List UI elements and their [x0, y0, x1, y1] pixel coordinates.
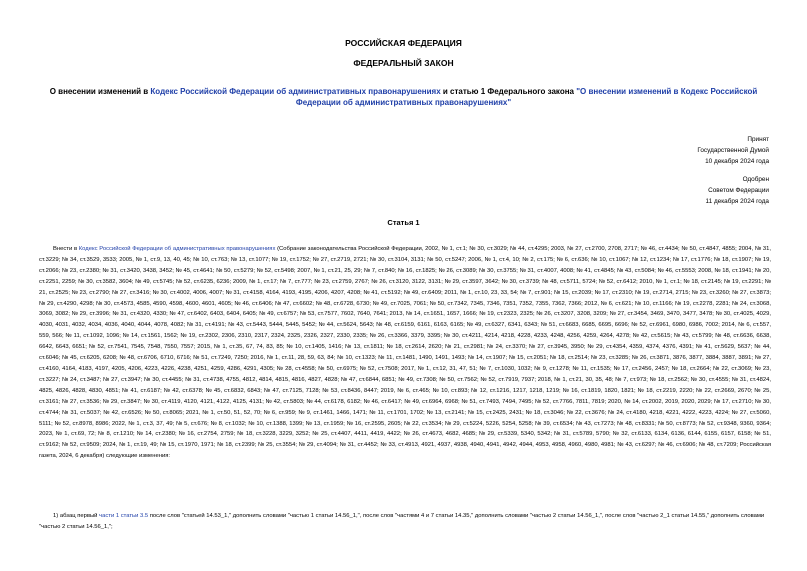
article-heading: Статья 1: [387, 218, 420, 227]
article-sources: (Собрание законодательства Российской Федерации, 2002, № 1, ст.1; № 30, ст.3029; № 44, ст.4295; 2003, № 27, ст.2700, 2708, 2717; № 46, ст.4434; № 50, ст.4847, 4855; 2004, № 31, ст.3229; № 34, ст.3529, 3533; 2005, № 1, ст.9, 13, 40, 45; № 10, ст.763; № 13, ст.1077; № 19, ст.1752; № 27, ст.2719, 2721; № 30, ст.3104, 3131; № 50, ст.5247; 2006, № 1, ст.4, 10; № 2, ст.175; № 6, ст.636; № 10, ст.1067; № 12, ст.1234; № 17, ст.1776; № 18, ст.1907; № 19, ст.2066; № 23, ст.2380; № 31, ст.3420, 3438, 3452; № 45, ст.4641; № 50, ст.5279; № 52, ст.5498; 2007, № 1, ст.21, 25, 29; № 7, ст.840; № 16, ст.1825; № 26, ст.3089; № 30, ст.3755; № 31, ст.4007, 4008; № 41, ст.4845; № 43, ст.5084; № 46, ст.5553; 2008, № 18, ст.1941; № 20, ст.2251, 2259; № 30, ст.3582, 3604; № 49, ст.5745; № 52, ст.6235, 6236; 2009, № 1, ст.17; № 7, ст.777; № 23, ст.2759, 2767; № 26, ст.3120, 3122, 3131; № 29, ст.3597, 3642; № 30, ст.3739; № 48, ст.5711, 5724; № 52, ст.6412; 2010, № 1, ст.1; № 18, ст.2145; № 19, ст.2291; № 21, ст.2525; № 23, ст.2790; № 27, ст.3416; № 30, ст.4002, 4006, 4007; № 31, ст.4158, 4164, 4193, 4195, 4206, 4207, 4208; № 41, ст.5192; № 49, ст.6409; 2011, № 1, ст.10, 23, 33, 54; № 7, ст.901; № 15, ст.2039; № 17, ст.2310; № 19, ст.2714, 2715; № 23, ст.3260; № 27, ст.3873; № 29, ст.4290, 4298; № 30, ст.4573, 4585, 4590, 4598, 4600, 4601, 4605; № 46, ст.6406; № 47, ст.6602; № 48, ст.6728, 6730; № 49, ст.7025, 7061; № 50, ст.7342, 7345, 7346, 7351, 7352, 7355, 7362, 7366; 2012, № 6, ст.621; № 10, ст.1166; № 19, ст.2278, 2281; № 24, ст.3068, 3069, 3082; № 29, ст.3996; № 31, ст.4320, 4330; № 47, ст.6402, 6403, 6404, 6405; № 49, ст.6757; № 53, ст.7577, 7602, 7640, 7641; 2013, № 14, ст.1651, 1657, 1666; № 19, ст.2323, 2325; № 26, ст.3207, 3208, 3209; № 27, ст.3454, 3469, 3470, 3477, 3478; № 30, ст.4025, 4029, 4030, 4031, 4032, 4034, 4036, 4040, 4044, 4078, 4082; № 31, ст.4191; № 43, ст.5443, 5444, 5445, 5452; № 44, ст.5624, 5643; № 48, ст.6159, 6161, 6163, 6165; № 49, ст.6327, 6341, 6343; № 51, ст.6683, 6685, 6695, 6696; № 52, ст.6961, 6980, 6986, 7002; 2014, № 6, ст.557, 559, 566; № 11, ст.1092, 1096; № 14, ст.1561, 1562; № 19, ст.2302, 2306, 2310, 2317, 2324, 2325, 2326, 2327, 2330, 2335; № 26, ст.3366, 3379, 3395; № 30, ст.4211, 4214, 4218, 4228, 4233, 4248, 4256, 4259, 4264, 4278; № 42, ст.5615; № 43, ст.5799; № 48, ст.6636, 6638, 6642, 6643, 6651; № 52, ст.7541, 7545, 7548, 7550, 7557; 2015, № 1, ст.35, 67, 74, 83, 85; № 10, ст.1405, 1416; № 13, ст.1811; № 18, ст.2614, 2620; № 21, ст.2981; № 24, ст.3370; № 27, ст.3945, 3950; № 29, ст.4354, 4359, 4374, 4376, 4391; № 41, ст.5629, 5637; № 44, ст.6046; № 45, ст.6205, 6208; № 48, ст.6706, 6710, 6716; № 51, ст.7249, 7250; 2016, № 1, ст.11, 28, 59, 63, 84; № 10, ст.1323; № 11, ст.1481, 1490, 1491, 1493; № 14, ст.1907; № 15, ст.2051; № 18, ст.2514; № 23, ст.3285; № 26, ст.3871, 3876, 3877, 3884, 3887, 3891; № 27, ст.4160, 4164, 4183, 4197, 4205, 4206, 4223, 4226, 4238, 4251, 4259, 4286, 4291, 4305; № 28, ст.4558; № 50, ст.6975; № 52, ст.7508; 2017, № 1, ст.12, 31, 47, 51; № 7, ст.1030, 1032; № 9, ст.1278; № 11, ст.1535; № 17, ст.2456, 2457; № 18, ст.2664; № 22, ст.3069; № 23, ст.3227; № 24, ст.3487; № 27, ст.3947; № 30, ст.4455; № 31, ст.4738, 4755, 4812, 4814, 4815, 4816, 4827, 4828; № 47, ст.6844, 6851; № 49, ст.7308; № 50, ст.7562; № 52, ст.7919, 7937; 2018, № 1, ст.21, 30, 35, 48; № 7, ст.973; № 18, ст.2562; № 30, ст.4555; № 31, ст.4824, 4825, 4826, 4828, 4830, 4851; № 41, ст.6187; № 42, ст.6378; № 45, ст.6832, 6843; № 47, ст.7125, 7128; № 53, ст.8436, 8447; 2019, № 6, ст.465; № 10, ст.893; № 12, ст.1216, 1217, 1218, 1219; № 16, ст.1819, 1820, 1821; № 18, ст.2219, 2220; № 22, ст.2669, 2670; № 25, ст.3161; № 27, ст.3536; № 29, ст.3847; № 30, ст.4119, 4120, 4121, 4122, 4125, 4131; № 42, ст.5803; № 44, ст.6178, 6182; № 46, ст.6417; № 49, ст.6964, 6968; № 51, ст.7493, 7494, 7495; № 52, ст.7766, 7811, 7819; 2020, № 14, ст.2002, 2019, 2020, 2029; № 17, ст.2710; № 30, ст.4744; № 31, ст.5037; № 42, ст.6526; № 50, ст.8065; 2021, № 1, ст.50, 51, 52, 70; № 6, ст.959; № 9, ст.1461, 1466, 1471; № 11, ст.1701, 1702; № 13, ст.2141; № 15, ст.2425, 2431; № 18, ст.3046; № 22, ст.3676; № 24, ст.4180, 4218, 4221, 4222, 4223, 4224; № 27, ст.5060, 5111; № 52, ст.8978, 8986; 2022, № 1, ст.3, 37, 49; № 5, ст.676; № 8, ст.1032; № 10, ст.1388, 1399; № 13, ст.1959; № 16, ст.2595, 2605; № 22, ст.3534; № 29, ст.5224, 5226, 5254, 5258; № 39, ст.6534; № 43, ст.7273; № 48, ст.8331; № 50, ст.8773; № 52, ст.9348, 9360, 9364; 2023, № 1, ст.69, 72; № 8, ст.1210; № 14, ст.2380; № 16, ст.2754, 2759; № 18, ст.3228, 3229, 3252; № 25, ст.4407, 4411, 4419, 4422; № 26, ст.4673, 4682, 4685; № 29, ст.5339, 5340, 5342; № 31, ст.5789, 5790; № 32, ст.6133, 6134, 6136, 6144, 6155, 6157, 6158; № 51, ст.9162; № 52, ст.9509; 2024, № 1, ст.19, 49; № 15, ст.1970, 1971; № 18, ст.2399; № 25, ст.3554; № 29, ст.4094; № 31, ст.4452; № 33, ст.4913, 4921, 4937, 4938, 4940, 4941, 4942, 4944, 4953, 4958, 4960, 4980, 4981; № 43, ст.6297; № 46, ст.6906; № 48, ст.7209; Российская газета, 2024, 6 декабря) следующие изменения:: [39, 246, 772, 460]
article-3-5-link[interactable]: части 1 статьи 3.5: [99, 513, 149, 519]
law-title: [40, 86, 767, 108]
adopted-label: Принят: [747, 136, 769, 143]
duma-date: 10 декабря 2024 года: [705, 158, 769, 166]
duma-label: Государственной Думой: [697, 147, 769, 155]
item-text: после слов "статьей 14.53_1," дополнить словами "частью 1 статьи 14.56_1,", после слов "частями 4 и 7 статьи 14.35," дополнить словами "частью 2 статьи 14.56_1,", после слов "частью 2_1 статьи 14.55," дополнить словами "частью 2 статьи 14.56_1,";: [39, 513, 765, 530]
approved-label: Одобрен: [742, 176, 769, 183]
code-link[interactable]: Кодекс Российской Федерации об административных правонарушениях: [150, 87, 441, 96]
title-middle: и статью 1 Федерального закона: [440, 87, 577, 96]
adoption-council: [706, 174, 769, 208]
item-prefix: 1) абзац первый: [53, 513, 100, 519]
article-intro: Внести в: [53, 246, 79, 252]
article-code-link[interactable]: Кодекс Российской Федерации об административных правонарушениях: [78, 246, 276, 252]
state-heading: РОССИЙСКАЯ ФЕДЕРАЦИЯ: [345, 38, 462, 48]
article-body: [39, 244, 771, 462]
list-item: [39, 511, 771, 533]
federal-law-link[interactable]: "О внесении изменений в Кодекс Российской Федерации об административных правонарушениях": [295, 87, 758, 107]
council-date: 11 декабря 2024 года: [705, 198, 769, 206]
council-label: Советом Федерации: [708, 187, 769, 195]
adoption-duma: [697, 134, 769, 168]
law-type-heading: ФЕДЕРАЛЬНЫЙ ЗАКОН: [353, 58, 454, 68]
title-prefix: О внесении изменений в: [49, 87, 151, 96]
